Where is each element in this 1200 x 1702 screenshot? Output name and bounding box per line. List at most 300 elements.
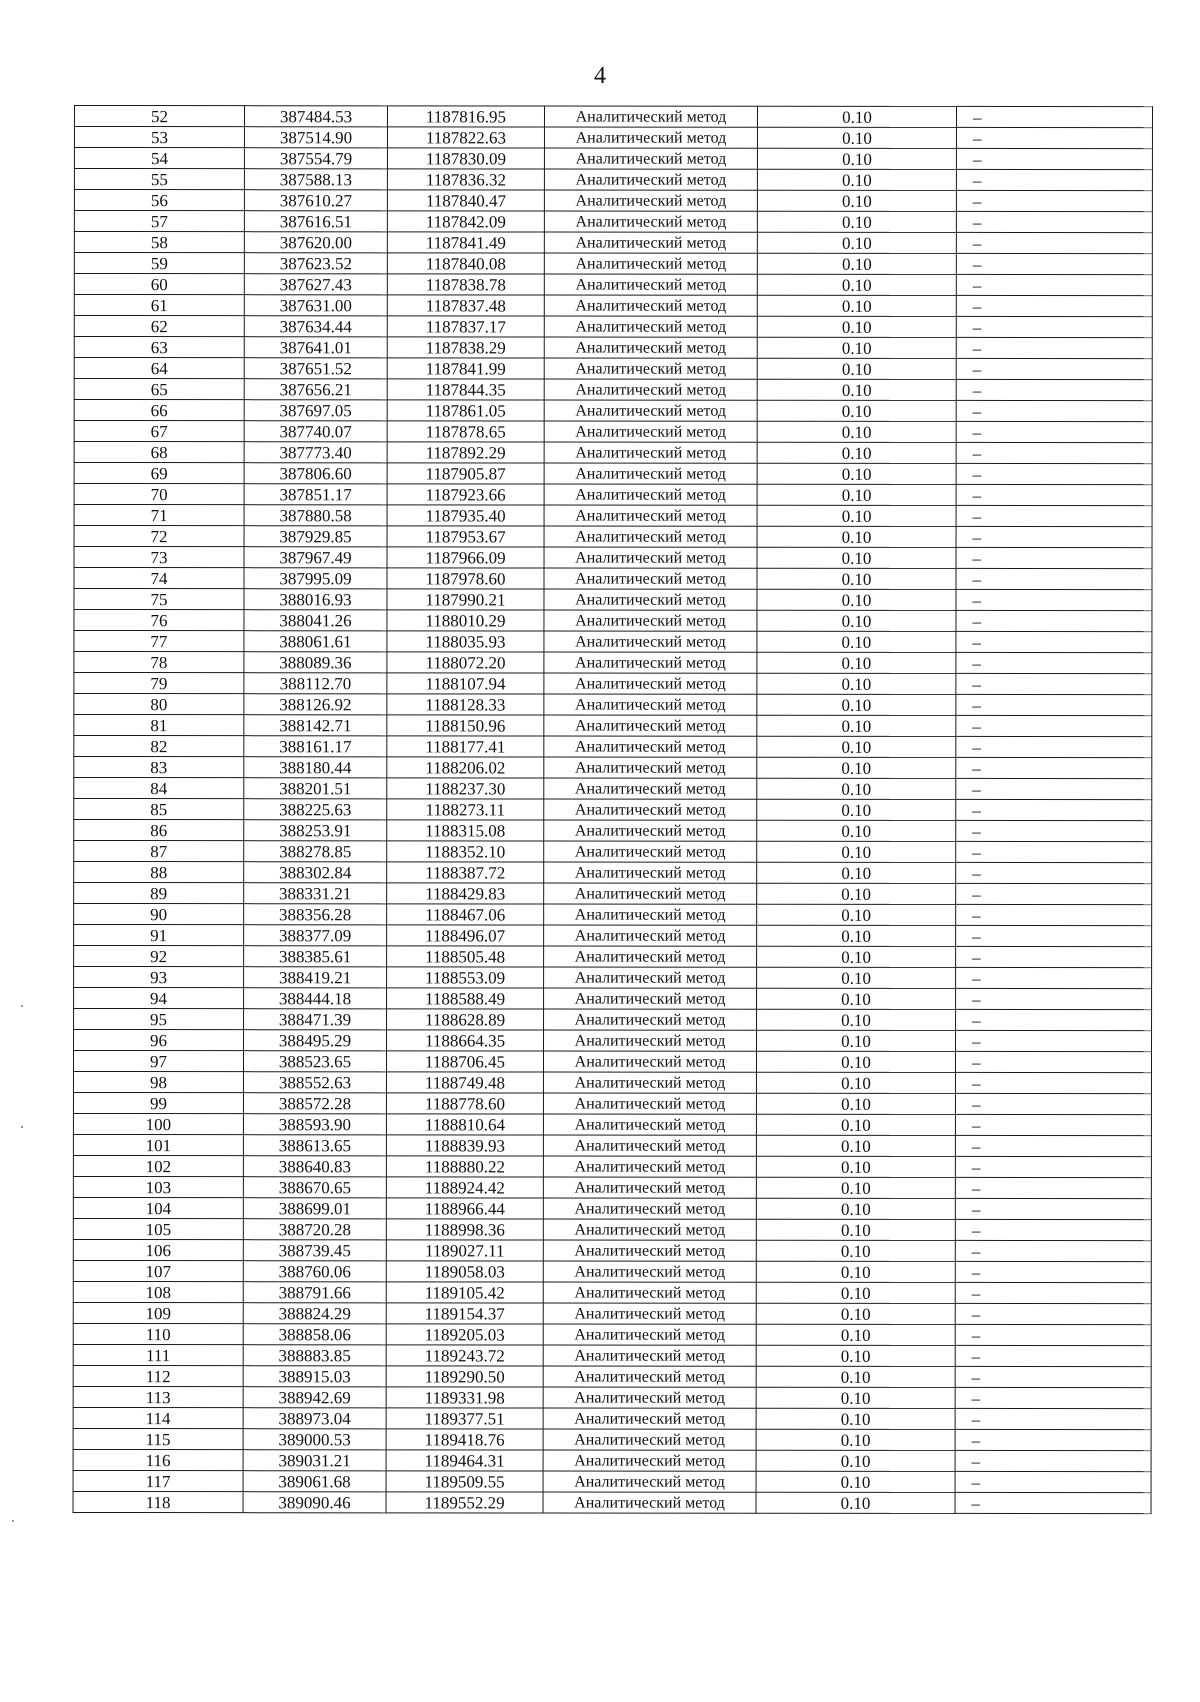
cell-accuracy: 0.10 xyxy=(757,106,956,127)
cell-coord-y: 1188628.89 xyxy=(387,1009,544,1030)
cell-coord-x: 389061.68 xyxy=(243,1471,386,1492)
cell-coord-y: 1187836.32 xyxy=(387,169,544,190)
cell-coord-y: 1187816.95 xyxy=(387,106,544,127)
cell-method: Аналитический метод xyxy=(544,127,757,148)
cell-coord-y: 1187841.99 xyxy=(387,358,544,379)
cell-coord-y: 1188387.72 xyxy=(387,862,544,883)
table-row xyxy=(74,631,1152,653)
cell-accuracy: 0.10 xyxy=(757,190,956,211)
table-row xyxy=(74,1030,1152,1052)
cell-point-number: 87 xyxy=(74,841,244,862)
cell-point-number: 113 xyxy=(73,1386,243,1407)
cell-accuracy: 0.10 xyxy=(757,1030,956,1051)
cell-method: Аналитический метод xyxy=(544,631,757,652)
cell-method: Аналитический метод xyxy=(543,1177,756,1198)
cell-coord-x: 388142.71 xyxy=(244,715,387,736)
cell-coord-x: 388670.65 xyxy=(243,1177,386,1198)
cell-accuracy: 0.10 xyxy=(757,610,956,631)
cell-point-number: 118 xyxy=(73,1491,243,1512)
cell-coord-x: 387880.58 xyxy=(244,505,387,526)
cell-description: – xyxy=(956,715,1152,736)
cell-point-number: 88 xyxy=(74,862,244,883)
cell-coord-y: 1188273.11 xyxy=(387,799,544,820)
cell-method: Аналитический метод xyxy=(543,1093,756,1114)
cell-accuracy: 0.10 xyxy=(757,883,956,904)
cell-description: – xyxy=(955,1324,1151,1345)
table-row xyxy=(73,1323,1151,1345)
cell-coord-x: 388760.06 xyxy=(243,1261,386,1282)
cell-coord-y: 1187842.09 xyxy=(387,211,544,232)
cell-accuracy: 0.10 xyxy=(756,1135,955,1156)
cell-accuracy: 0.10 xyxy=(757,358,956,379)
table-row xyxy=(74,1009,1152,1031)
cell-description: – xyxy=(955,1492,1151,1513)
cell-method: Аналитический метод xyxy=(543,1198,756,1219)
cell-description: – xyxy=(956,652,1152,673)
cell-point-number: 79 xyxy=(74,673,244,694)
cell-accuracy: 0.10 xyxy=(757,778,956,799)
cell-method: Аналитический метод xyxy=(543,1135,756,1156)
cell-method: Аналитический метод xyxy=(544,547,757,568)
cell-description: – xyxy=(955,1240,1151,1261)
cell-point-number: 68 xyxy=(74,442,244,463)
table-row xyxy=(74,799,1152,821)
cell-method: Аналитический метод xyxy=(544,253,757,274)
cell-coord-y: 1188778.60 xyxy=(386,1093,543,1114)
cell-point-number: 83 xyxy=(74,757,244,778)
table-row xyxy=(73,1176,1151,1198)
cell-description: – xyxy=(956,484,1152,505)
cell-description: – xyxy=(956,820,1152,841)
cell-method: Аналитический метод xyxy=(543,1240,756,1261)
table-row xyxy=(73,1218,1151,1240)
cell-accuracy: 0.10 xyxy=(757,736,956,757)
cell-description: – xyxy=(956,274,1152,295)
cell-coord-y: 1187935.40 xyxy=(387,505,544,526)
cell-coord-y: 1189027.11 xyxy=(386,1240,543,1261)
cell-method: Аналитический метод xyxy=(544,925,757,946)
cell-coord-y: 1189105.42 xyxy=(386,1282,543,1303)
cell-coord-y: 1187840.47 xyxy=(387,190,544,211)
cell-coord-x: 387773.40 xyxy=(244,442,387,463)
cell-description: – xyxy=(956,1030,1152,1051)
cell-accuracy: 0.10 xyxy=(757,442,956,463)
cell-coord-y: 1189058.03 xyxy=(386,1261,543,1282)
table-row xyxy=(74,736,1152,758)
cell-coord-y: 1187892.29 xyxy=(387,442,544,463)
cell-point-number: 92 xyxy=(74,946,244,967)
cell-accuracy: 0.10 xyxy=(756,1303,955,1324)
cell-accuracy: 0.10 xyxy=(757,841,956,862)
table-row xyxy=(74,232,1152,254)
cell-coord-y: 1188664.35 xyxy=(387,1030,544,1051)
scan-speck xyxy=(21,1126,23,1128)
cell-coord-x: 388572.28 xyxy=(243,1093,386,1114)
cell-coord-y: 1189205.03 xyxy=(386,1324,543,1345)
cell-coord-x: 387641.01 xyxy=(244,337,387,358)
cell-point-number: 62 xyxy=(74,316,244,337)
cell-coord-x: 388419.21 xyxy=(244,967,387,988)
table-row xyxy=(73,1491,1151,1513)
table-row xyxy=(73,1135,1151,1157)
cell-description: – xyxy=(955,1114,1151,1135)
cell-description: – xyxy=(956,589,1152,610)
cell-description: – xyxy=(956,736,1152,757)
table-row xyxy=(74,106,1152,128)
cell-point-number: 84 xyxy=(74,778,244,799)
cell-point-number: 111 xyxy=(73,1344,243,1365)
cell-point-number: 107 xyxy=(73,1260,243,1281)
cell-coord-x: 387620.00 xyxy=(244,232,387,253)
cell-method: Аналитический метод xyxy=(544,988,757,1009)
cell-coord-y: 1188588.49 xyxy=(387,988,544,1009)
cell-accuracy: 0.10 xyxy=(756,1387,955,1408)
cell-point-number: 55 xyxy=(74,169,244,190)
cell-description: – xyxy=(956,568,1152,589)
table-row xyxy=(74,841,1152,863)
cell-method: Аналитический метод xyxy=(544,190,757,211)
cell-accuracy: 0.10 xyxy=(757,148,956,169)
cell-coord-x: 387623.52 xyxy=(244,253,387,274)
cell-method: Аналитический метод xyxy=(543,1114,756,1135)
cell-coord-y: 1188966.44 xyxy=(386,1198,543,1219)
cell-coord-y: 1187861.05 xyxy=(387,400,544,421)
cell-point-number: 80 xyxy=(74,694,244,715)
cell-point-number: 63 xyxy=(74,337,244,358)
table-row xyxy=(74,484,1152,506)
cell-description: – xyxy=(956,190,1152,211)
cell-description: – xyxy=(956,967,1152,988)
cell-accuracy: 0.10 xyxy=(757,1009,956,1030)
cell-coord-y: 1188035.93 xyxy=(387,631,544,652)
cell-coord-x: 388973.04 xyxy=(243,1408,386,1429)
cell-point-number: 109 xyxy=(73,1302,243,1323)
cell-accuracy: 0.10 xyxy=(757,253,956,274)
cell-accuracy: 0.10 xyxy=(757,568,956,589)
cell-method: Аналитический метод xyxy=(544,883,757,904)
table-row xyxy=(73,1072,1151,1094)
cell-method: Аналитический метод xyxy=(544,106,757,127)
cell-method: Аналитический метод xyxy=(544,148,757,169)
cell-description: – xyxy=(956,295,1152,316)
cell-point-number: 78 xyxy=(74,652,244,673)
cell-description: – xyxy=(956,925,1152,946)
cell-accuracy: 0.10 xyxy=(757,484,956,505)
cell-method: Аналитический метод xyxy=(544,757,757,778)
cell-accuracy: 0.10 xyxy=(756,1471,955,1492)
cell-description: – xyxy=(955,1261,1151,1282)
table-row xyxy=(74,967,1152,989)
table-row xyxy=(74,946,1152,968)
table-row xyxy=(74,148,1152,170)
cell-coord-x: 388161.17 xyxy=(244,736,387,757)
cell-accuracy: 0.10 xyxy=(757,127,956,148)
cell-method: Аналитический метод xyxy=(544,400,757,421)
cell-description: – xyxy=(956,673,1152,694)
table-row xyxy=(73,1302,1151,1324)
cell-method: Аналитический метод xyxy=(544,358,757,379)
cell-description: – xyxy=(956,757,1152,778)
cell-coord-y: 1188924.42 xyxy=(386,1177,543,1198)
cell-method: Аналитический метод xyxy=(544,736,757,757)
cell-method: Аналитический метод xyxy=(543,1156,756,1177)
cell-accuracy: 0.10 xyxy=(757,799,956,820)
cell-method: Аналитический метод xyxy=(543,1072,756,1093)
cell-point-number: 98 xyxy=(73,1072,243,1093)
cell-coord-y: 1187905.87 xyxy=(387,463,544,484)
cell-point-number: 101 xyxy=(73,1135,243,1156)
cell-accuracy: 0.10 xyxy=(756,1093,955,1114)
cell-coord-x: 388791.66 xyxy=(243,1282,386,1303)
table-row xyxy=(74,274,1152,296)
cell-method: Аналитический метод xyxy=(544,232,757,253)
table-row xyxy=(74,421,1152,443)
cell-accuracy: 0.10 xyxy=(757,652,956,673)
cell-accuracy: 0.10 xyxy=(757,232,956,253)
cell-point-number: 58 xyxy=(74,232,244,253)
cell-accuracy: 0.10 xyxy=(757,421,956,442)
table-row xyxy=(73,1239,1151,1261)
cell-coord-x: 388041.26 xyxy=(244,610,387,631)
cell-description: – xyxy=(956,337,1152,358)
cell-coord-y: 1188880.22 xyxy=(386,1156,543,1177)
cell-coord-y: 1187838.78 xyxy=(387,274,544,295)
cell-description: – xyxy=(956,379,1152,400)
cell-method: Аналитический метод xyxy=(544,505,757,526)
cell-point-number: 95 xyxy=(74,1009,244,1030)
cell-method: Аналитический метод xyxy=(544,799,757,820)
table-row xyxy=(74,505,1152,527)
cell-coord-y: 1189418.76 xyxy=(386,1429,543,1450)
cell-description: – xyxy=(956,694,1152,715)
cell-coord-x: 387616.51 xyxy=(244,211,387,232)
cell-accuracy: 0.10 xyxy=(756,1429,955,1450)
scan-speck xyxy=(12,1520,14,1522)
table-row xyxy=(74,652,1152,674)
cell-coord-x: 387554.79 xyxy=(244,148,387,169)
cell-coord-x: 387610.27 xyxy=(244,190,387,211)
cell-description: – xyxy=(955,1198,1151,1219)
cell-coord-x: 388942.69 xyxy=(243,1387,386,1408)
cell-coord-x: 387514.90 xyxy=(244,127,387,148)
cell-description: – xyxy=(955,1303,1151,1324)
cell-point-number: 82 xyxy=(74,736,244,757)
cell-coord-x: 388061.61 xyxy=(244,631,387,652)
cell-point-number: 64 xyxy=(74,358,244,379)
table-row xyxy=(73,1386,1151,1408)
cell-point-number: 65 xyxy=(74,379,244,400)
page-number: 4 xyxy=(594,63,606,89)
cell-method: Аналитический метод xyxy=(543,1492,756,1513)
cell-description: – xyxy=(955,1093,1151,1114)
cell-point-number: 67 xyxy=(74,421,244,442)
cell-accuracy: 0.10 xyxy=(757,673,956,694)
cell-description: – xyxy=(956,127,1152,148)
cell-coord-x: 388112.70 xyxy=(244,673,387,694)
cell-coord-x: 389031.21 xyxy=(243,1450,386,1471)
cell-point-number: 117 xyxy=(73,1470,243,1491)
table-row xyxy=(74,925,1152,947)
table-row xyxy=(74,211,1152,233)
cell-coord-x: 387697.05 xyxy=(244,400,387,421)
cell-accuracy: 0.10 xyxy=(757,946,956,967)
cell-description: – xyxy=(956,232,1152,253)
cell-description: – xyxy=(956,841,1152,862)
cell-coord-x: 387740.07 xyxy=(244,421,387,442)
cell-point-number: 61 xyxy=(74,295,244,316)
table-row xyxy=(74,526,1152,548)
cell-point-number: 77 xyxy=(74,631,244,652)
cell-description: – xyxy=(956,631,1152,652)
cell-coord-x: 387651.52 xyxy=(244,358,387,379)
cell-coord-y: 1189154.37 xyxy=(386,1303,543,1324)
cell-description: – xyxy=(955,1471,1151,1492)
cell-accuracy: 0.10 xyxy=(756,1408,955,1429)
cell-method: Аналитический метод xyxy=(543,1324,756,1345)
cell-point-number: 116 xyxy=(73,1449,243,1470)
cell-point-number: 91 xyxy=(74,925,244,946)
cell-point-number: 114 xyxy=(73,1407,243,1428)
cell-accuracy: 0.10 xyxy=(757,337,956,358)
cell-point-number: 102 xyxy=(73,1156,243,1177)
cell-method: Аналитический метод xyxy=(544,295,757,316)
cell-description: – xyxy=(955,1282,1151,1303)
cell-coord-x: 387995.09 xyxy=(244,568,387,589)
cell-coord-x: 389090.46 xyxy=(243,1492,386,1513)
cell-coord-y: 1187822.63 xyxy=(387,127,544,148)
cell-coord-y: 1188150.96 xyxy=(387,715,544,736)
cell-accuracy: 0.10 xyxy=(757,904,956,925)
cell-method: Аналитический метод xyxy=(544,1009,757,1030)
cell-accuracy: 0.10 xyxy=(756,1240,955,1261)
cell-coord-x: 387588.13 xyxy=(244,169,387,190)
cell-accuracy: 0.10 xyxy=(757,505,956,526)
cell-point-number: 110 xyxy=(73,1323,243,1344)
cell-method: Аналитический метод xyxy=(544,316,757,337)
table-row xyxy=(73,1428,1151,1450)
cell-coord-y: 1188839.93 xyxy=(386,1135,543,1156)
cell-method: Аналитический метод xyxy=(543,1282,756,1303)
cell-coord-x: 387967.49 xyxy=(244,547,387,568)
cell-coord-x: 388552.63 xyxy=(243,1072,386,1093)
cell-point-number: 74 xyxy=(74,568,244,589)
cell-accuracy: 0.10 xyxy=(757,316,956,337)
cell-accuracy: 0.10 xyxy=(756,1051,955,1072)
cell-coord-y: 1188429.83 xyxy=(387,883,544,904)
cell-description: – xyxy=(956,169,1152,190)
cell-coord-x: 388385.61 xyxy=(244,946,387,967)
cell-accuracy: 0.10 xyxy=(756,1198,955,1219)
cell-description: – xyxy=(956,253,1152,274)
cell-coord-y: 1187953.67 xyxy=(387,526,544,547)
table-row xyxy=(73,1260,1151,1282)
table-row xyxy=(73,1470,1151,1492)
cell-description: – xyxy=(956,316,1152,337)
table-row xyxy=(74,337,1152,359)
cell-point-number: 99 xyxy=(73,1093,243,1114)
cell-coord-y: 1188072.20 xyxy=(387,652,544,673)
table-row xyxy=(73,1093,1151,1115)
cell-coord-x: 388180.44 xyxy=(244,757,387,778)
cell-coord-x: 388699.01 xyxy=(243,1198,386,1219)
table-row xyxy=(74,904,1152,926)
cell-point-number: 103 xyxy=(73,1176,243,1197)
cell-coord-y: 1189290.50 xyxy=(386,1366,543,1387)
table-row xyxy=(73,1449,1151,1471)
cell-coord-y: 1187838.29 xyxy=(387,337,544,358)
cell-point-number: 94 xyxy=(74,988,244,1009)
cell-accuracy: 0.10 xyxy=(757,715,956,736)
cell-point-number: 76 xyxy=(74,610,244,631)
cell-coord-x: 388089.36 xyxy=(244,652,387,673)
cell-method: Аналитический метод xyxy=(543,1261,756,1282)
cell-accuracy: 0.10 xyxy=(756,1492,955,1513)
cell-point-number: 60 xyxy=(74,274,244,295)
cell-method: Аналитический метод xyxy=(544,967,757,988)
table-row xyxy=(73,1281,1151,1303)
cell-description: – xyxy=(956,106,1152,127)
cell-coord-y: 1188998.36 xyxy=(386,1219,543,1240)
table-row xyxy=(73,1344,1151,1366)
cell-coord-y: 1188010.29 xyxy=(387,610,544,631)
table-row xyxy=(74,463,1152,485)
cell-accuracy: 0.10 xyxy=(757,925,956,946)
cell-accuracy: 0.10 xyxy=(757,526,956,547)
cell-coord-x: 388471.39 xyxy=(244,1009,387,1030)
cell-point-number: 52 xyxy=(74,106,244,127)
table-row xyxy=(74,673,1152,695)
cell-accuracy: 0.10 xyxy=(757,295,956,316)
cell-description: – xyxy=(956,547,1152,568)
cell-method: Аналитический метод xyxy=(544,379,757,400)
table-row xyxy=(74,379,1152,401)
cell-coord-y: 1187841.49 xyxy=(387,232,544,253)
cell-method: Аналитический метод xyxy=(543,1450,756,1471)
cell-coord-x: 388253.91 xyxy=(244,820,387,841)
cell-point-number: 96 xyxy=(74,1030,244,1051)
cell-description: – xyxy=(956,400,1152,421)
cell-description: – xyxy=(956,463,1152,484)
cell-coord-x: 389000.53 xyxy=(243,1429,386,1450)
cell-coord-y: 1189464.31 xyxy=(386,1450,543,1471)
cell-method: Аналитический метод xyxy=(544,442,757,463)
cell-accuracy: 0.10 xyxy=(757,379,956,400)
cell-coord-y: 1188237.30 xyxy=(387,778,544,799)
cell-coord-y: 1189243.72 xyxy=(386,1345,543,1366)
table-row xyxy=(74,316,1152,338)
table-row xyxy=(74,253,1152,275)
cell-coord-y: 1188467.06 xyxy=(387,904,544,925)
cell-coord-y: 1189377.51 xyxy=(386,1408,543,1429)
cell-coord-x: 388356.28 xyxy=(244,904,387,925)
cell-coord-y: 1188496.07 xyxy=(387,925,544,946)
cell-point-number: 81 xyxy=(74,715,244,736)
cell-coord-y: 1188107.94 xyxy=(387,673,544,694)
cell-coord-y: 1189509.55 xyxy=(386,1471,543,1492)
cell-coord-x: 388858.06 xyxy=(243,1324,386,1345)
cell-accuracy: 0.10 xyxy=(757,694,956,715)
cell-method: Аналитический метод xyxy=(544,673,757,694)
cell-accuracy: 0.10 xyxy=(756,1450,955,1471)
cell-method: Аналитический метод xyxy=(544,820,757,841)
cell-coord-y: 1187978.60 xyxy=(387,568,544,589)
cell-point-number: 89 xyxy=(74,883,244,904)
cell-coord-y: 1187830.09 xyxy=(387,148,544,169)
cell-description: – xyxy=(956,610,1152,631)
cell-coord-y: 1188315.08 xyxy=(387,820,544,841)
cell-description: – xyxy=(956,1009,1152,1030)
table-row xyxy=(74,295,1152,317)
